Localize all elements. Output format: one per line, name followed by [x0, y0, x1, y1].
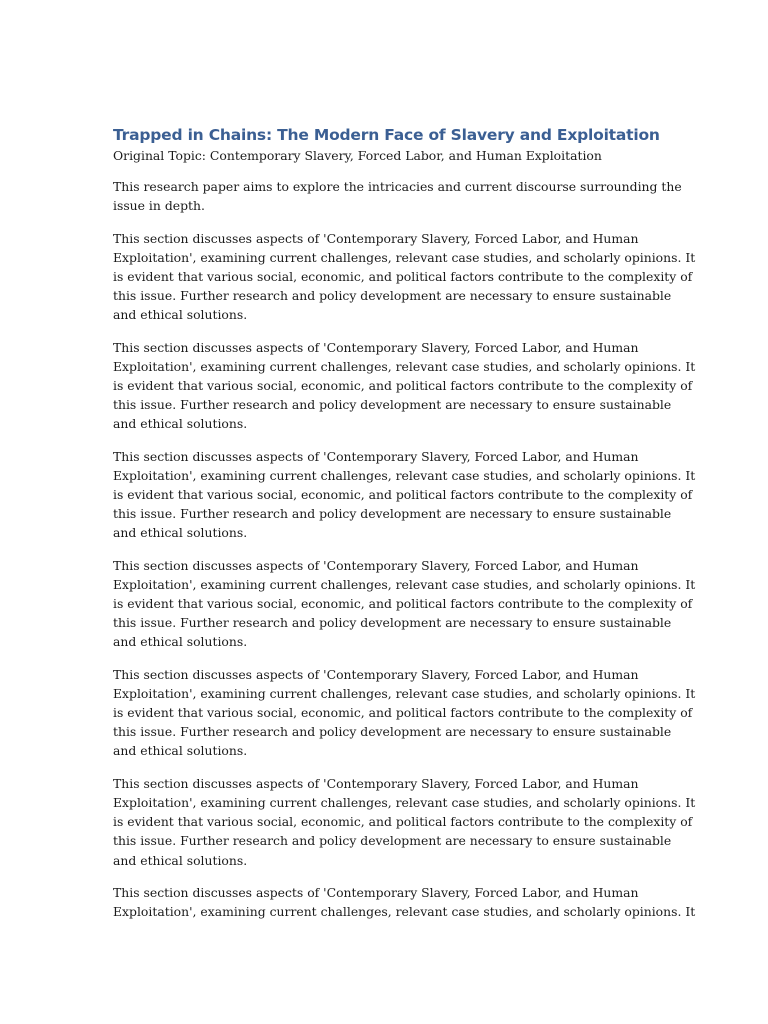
document-title: Trapped in Chains: The Modern Face of Slavery and Exploitation [113, 126, 660, 144]
paragraph-line: and ethical solutions. [113, 852, 248, 868]
section-paragraph [113, 665, 696, 761]
section-paragraph [113, 556, 696, 652]
paragraph-line: This section discusses aspects of 'Contemporary Slavery, Forced Labor, and Human [113, 666, 639, 682]
paragraph-line: and ethical solutions. [113, 743, 248, 759]
paragraph-line: This section discusses aspects of 'Contemporary Slavery, Forced Labor, and Human [113, 448, 639, 464]
paragraph-line: This research paper aims to explore the intricacies and current discourse surrounding the [113, 179, 682, 195]
paragraph-line: this issue. Further research and policy development are necessary to ensure sustainable [113, 506, 672, 522]
paragraph-line: issue in depth. [113, 198, 205, 214]
paragraph-line: This section discusses aspects of 'Contemporary Slavery, Forced Labor, and Human [113, 775, 639, 791]
paragraph-line: is evident that various social, economic, and political factors contribute to the complexity of [113, 596, 693, 612]
paragraph-line: and ethical solutions. [113, 525, 248, 541]
section-paragraph [113, 774, 696, 870]
paragraph-line: Exploitation', examining current challenges, relevant case studies, and scholarly opinions. It [113, 794, 696, 810]
paragraph-line: this issue. Further research and policy development are necessary to ensure sustainable [113, 833, 672, 849]
paragraph-line: Exploitation', examining current challenges, relevant case studies, and scholarly opinions. It [113, 358, 696, 374]
paragraph-line: this issue. Further research and policy development are necessary to ensure sustainable [113, 288, 672, 304]
paragraph-line: is evident that various social, economic, and political factors contribute to the complexity of [113, 705, 693, 721]
document-subtitle: Original Topic: Contemporary Slavery, Forced Labor, and Human Exploitation [113, 148, 602, 163]
paragraph-line: and ethical solutions. [113, 307, 248, 323]
paragraph-line: This section discusses aspects of 'Contemporary Slavery, Forced Labor, and Human [113, 230, 639, 246]
paragraph-line: Exploitation', examining current challenges, relevant case studies, and scholarly opinions. It [113, 576, 696, 592]
section-paragraph [113, 447, 696, 543]
intro-paragraph [113, 177, 682, 215]
document-body [113, 124, 696, 934]
paragraph-line: this issue. Further research and policy development are necessary to ensure sustainable [113, 397, 672, 413]
paragraph-line: is evident that various social, economic, and political factors contribute to the complexity of [113, 269, 693, 285]
paragraph-line: This section discusses aspects of 'Contemporary Slavery, Forced Labor, and Human [113, 339, 639, 355]
paragraph-line: is evident that various social, economic, and political factors contribute to the complexity of [113, 378, 693, 394]
paragraph-line: Exploitation', examining current challenges, relevant case studies, and scholarly opinions. It [113, 903, 696, 919]
paragraph-line: and ethical solutions. [113, 634, 248, 650]
paragraph-line: is evident that various social, economic, and political factors contribute to the complexity of [113, 814, 693, 830]
paragraph-line: Exploitation', examining current challenges, relevant case studies, and scholarly opinions. It [113, 685, 696, 701]
paragraph-line: This section discusses aspects of 'Contemporary Slavery, Forced Labor, and Human [113, 557, 639, 573]
paragraph-line: This section discusses aspects of 'Contemporary Slavery, Forced Labor, and Human [113, 884, 639, 900]
section-paragraph-partial [113, 883, 696, 921]
paragraph-line: Exploitation', examining current challenges, relevant case studies, and scholarly opinions. It [113, 467, 696, 483]
paragraph-line: and ethical solutions. [113, 416, 248, 432]
section-paragraph [113, 229, 696, 325]
paragraph-line: is evident that various social, economic, and political factors contribute to the complexity of [113, 487, 693, 503]
paragraph-line: this issue. Further research and policy development are necessary to ensure sustainable [113, 724, 672, 740]
paragraph-line: Exploitation', examining current challenges, relevant case studies, and scholarly opinions. It [113, 249, 696, 265]
section-paragraph [113, 338, 696, 434]
paragraph-line: this issue. Further research and policy development are necessary to ensure sustainable [113, 615, 672, 631]
